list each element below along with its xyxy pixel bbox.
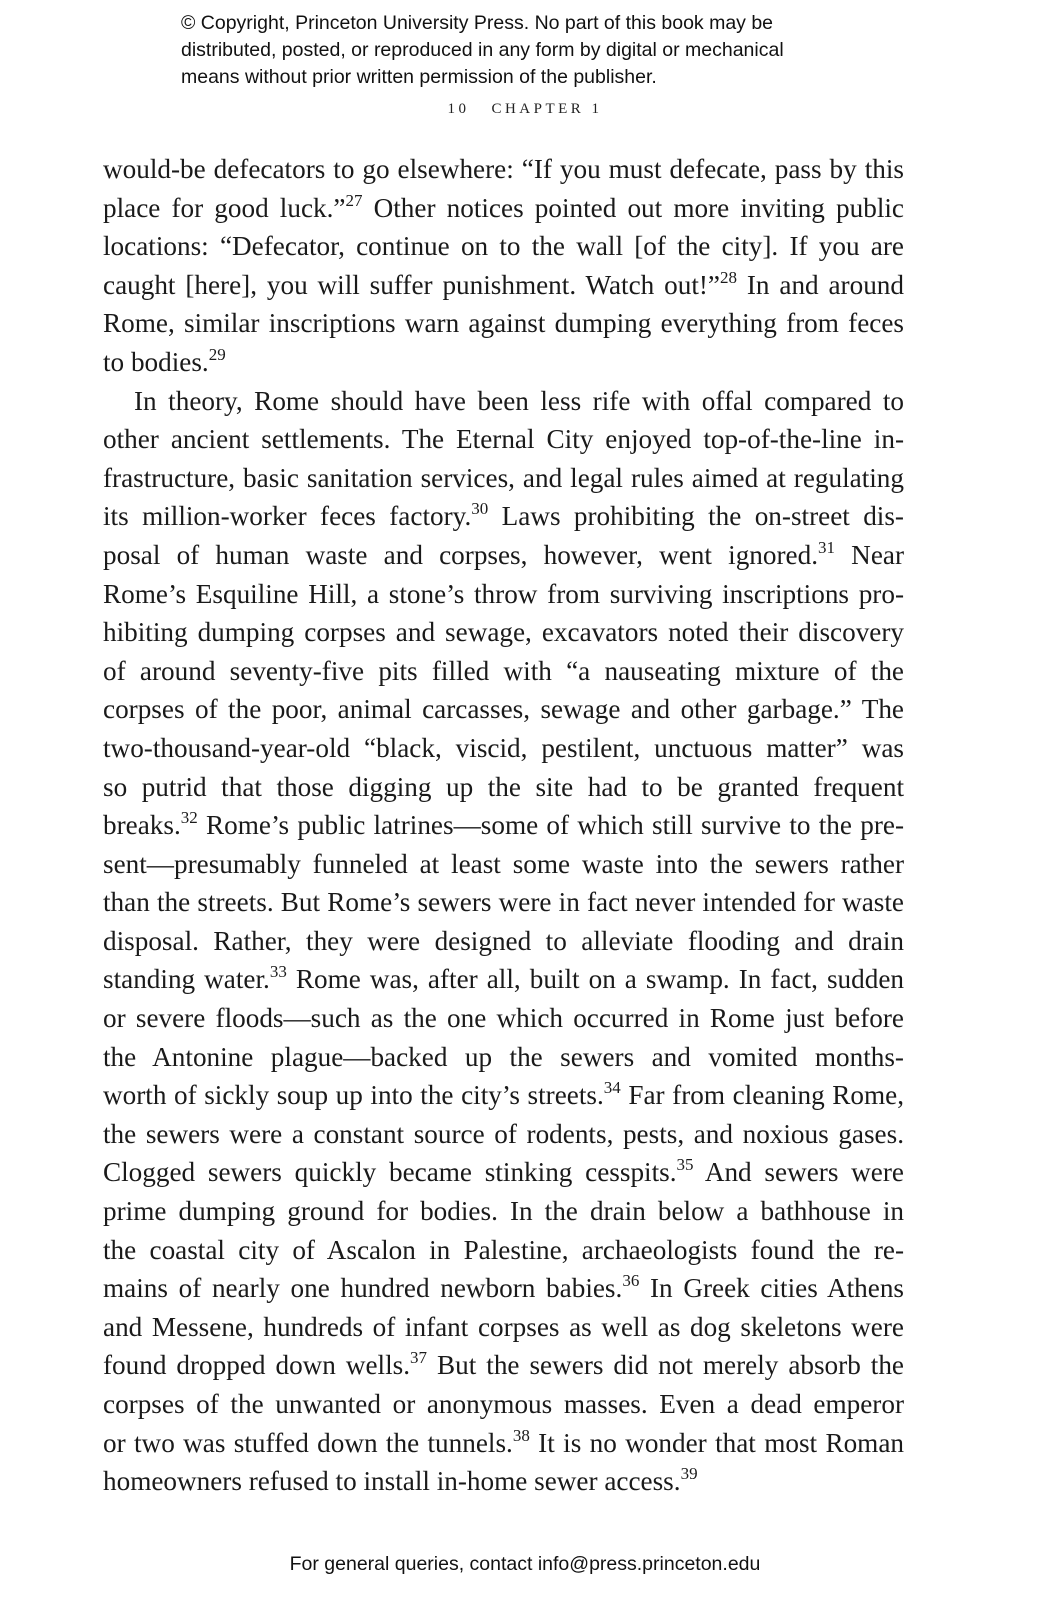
line-text: Near	[835, 539, 905, 570]
line-text: Clogged sewers quickly became stinking cesspits.	[103, 1157, 677, 1188]
text-line	[103, 768, 904, 807]
line-text: Other notices pointed out more inviting public	[362, 192, 904, 223]
line-text: Laws prohibiting the on-street dis-	[488, 501, 904, 532]
line-text: corpses of the poor, animal carcasses, sewage and other garbage.” The	[103, 694, 904, 725]
text-line	[103, 459, 904, 498]
line-text: or two was stuffed down the tunnels.	[103, 1427, 513, 1458]
line-text: corpses of the unwanted or anonymous masses. Even a dead emperor	[103, 1389, 904, 1419]
footnote-ref: 28	[720, 267, 737, 287]
line-text: mains of nearly one hundred newborn babies.	[103, 1273, 623, 1304]
line-text: Rome’s Esquiline Hill, a stone’s throw from surviving inscriptions pro-	[103, 578, 904, 609]
line-text: standing water.	[103, 964, 270, 995]
footnote-ref: 34	[603, 1078, 621, 1098]
text-line	[103, 729, 904, 768]
footnote-ref: 32	[180, 808, 198, 828]
line-text: to bodies.	[103, 346, 209, 377]
line-text: would-be defecators to go elsewhere: “If you must defecate, pass by this	[103, 154, 904, 184]
line-text: In and around	[737, 269, 904, 300]
line-text: place for good luck.”	[103, 192, 346, 223]
text-line	[103, 266, 904, 305]
line-text: disposal. Rather, they were designed to alleviate flooding and drain	[103, 925, 904, 956]
body-text	[103, 150, 904, 1501]
text-line	[103, 999, 904, 1038]
line-text: Rome, similar inscriptions warn against dumping everything from feces	[103, 308, 904, 339]
page-number: 10	[447, 101, 470, 117]
footnote-ref: 31	[818, 537, 835, 557]
text-line	[103, 1076, 904, 1115]
text-line	[103, 189, 904, 228]
line-text: breaks.	[103, 810, 181, 841]
text-line	[103, 1231, 904, 1270]
text-line	[103, 690, 904, 729]
line-text: its million-worker feces factory.	[103, 501, 472, 532]
footer-contact: For general queries, contact info@press.princeton.edu	[289, 1553, 761, 1575]
line-text: other ancient settlements. The Eternal City enjoyed top-of-the-line in-	[103, 424, 904, 455]
line-text: the coastal city of Ascalon in Palestine, archaeologists found the re-	[103, 1234, 904, 1265]
footnote-ref: 38	[512, 1425, 530, 1445]
text-line	[103, 420, 904, 459]
text-line	[103, 227, 904, 266]
line-text: caught [here], you will suffer punishment. Watch out!”	[103, 269, 720, 300]
line-text: worth of sickly soup up into the city’s streets.	[103, 1080, 604, 1111]
text-line	[103, 150, 904, 189]
line-text: two-thousand-year-old “black, viscid, pestilent, unctuous matter” was	[103, 732, 904, 763]
line-text: Rome was, after all, built on a swamp. In fact, sudden	[286, 964, 904, 995]
line-text: the sewers were a constant source of rodents, pests, and noxious gases.	[103, 1118, 904, 1149]
text-line	[103, 1153, 904, 1192]
line-text: found dropped down wells.	[103, 1350, 411, 1381]
text-line	[103, 1346, 904, 1385]
footnote-ref: 30	[471, 499, 489, 519]
text-line	[103, 613, 904, 652]
line-text: locations: “Defecator, continue on to the wall [of the city]. If you are	[103, 231, 904, 262]
text-line	[103, 1115, 904, 1154]
text-line	[103, 1462, 904, 1501]
text-line	[103, 806, 904, 845]
line-text: posal of human waste and corpses, however, went ignored.	[103, 539, 818, 570]
text-line	[103, 1038, 904, 1077]
text-line	[103, 497, 904, 536]
footnote-ref: 29	[208, 344, 226, 364]
line-text: than the streets. But Rome’s sewers were in fact never intended for waste	[103, 887, 904, 918]
line-text: prime dumping ground for bodies. In the drain below a bathhouse in	[103, 1196, 904, 1227]
footnote-ref: 35	[676, 1155, 694, 1175]
line-text: And sewers were	[693, 1157, 904, 1188]
line-text: so putrid that those digging up the site had to be granted frequent	[103, 771, 904, 802]
line-text: the Antonine plague—backed up the sewers and vomited months-	[103, 1041, 904, 1072]
line-text: and Messene, hundreds of infant corpses as well as dog skeletons were	[103, 1311, 904, 1342]
line-text: frastructure, basic sanitation services, and legal rules aimed at regulating	[103, 462, 904, 493]
line-text: But the sewers did not merely absorb the	[427, 1350, 904, 1381]
footnote-ref: 33	[269, 962, 287, 982]
line-text: In Greek cities Athens	[639, 1273, 905, 1304]
text-line	[103, 1385, 904, 1424]
line-text: Far from cleaning Rome,	[620, 1080, 904, 1111]
line-text: hibiting dumping corpses and sewage, excavators noted their discovery	[103, 617, 904, 648]
text-line	[103, 922, 904, 961]
text-line	[103, 652, 904, 691]
text-line	[103, 960, 904, 999]
text-line	[103, 1269, 904, 1308]
line-text: sent—presumably funneled at least some waste into the sewers rather	[103, 848, 904, 879]
text-line	[103, 575, 904, 614]
footnote-ref: 37	[410, 1348, 428, 1368]
line-text: homeowners refused to install in-home sewer access.	[103, 1466, 681, 1497]
copyright-notice: © Copyright, Princeton University Press. No part of this book may be distributed, posted, or reproduced in any form by digital or mechanical means without prior written permission of the publisher.	[181, 12, 784, 88]
text-line	[103, 1308, 904, 1347]
text-line	[103, 1424, 904, 1463]
text-line	[103, 343, 904, 382]
running-head	[0, 101, 1050, 118]
text-line	[103, 536, 904, 575]
footnote-ref: 39	[680, 1464, 698, 1484]
text-line	[103, 1192, 904, 1231]
footnote-ref: 27	[345, 190, 363, 210]
text-line	[103, 304, 904, 343]
line-text: Rome’s public latrines—some of which still survive to the pre-	[197, 810, 904, 841]
footnote-ref: 36	[622, 1271, 640, 1291]
chapter-label: CHAPTER 1	[491, 101, 603, 117]
text-line	[103, 845, 904, 884]
line-text: of around seventy-five pits filled with “a nauseating mixture of the	[103, 655, 904, 686]
text-line	[103, 382, 904, 421]
line-text: or severe floods—such as the one which occurred in Rome just before	[103, 1003, 904, 1034]
line-text: In theory, Rome should have been less rife with offal compared to	[134, 385, 904, 416]
text-line	[103, 883, 904, 922]
line-text: It is no wonder that most Roman	[529, 1427, 904, 1458]
